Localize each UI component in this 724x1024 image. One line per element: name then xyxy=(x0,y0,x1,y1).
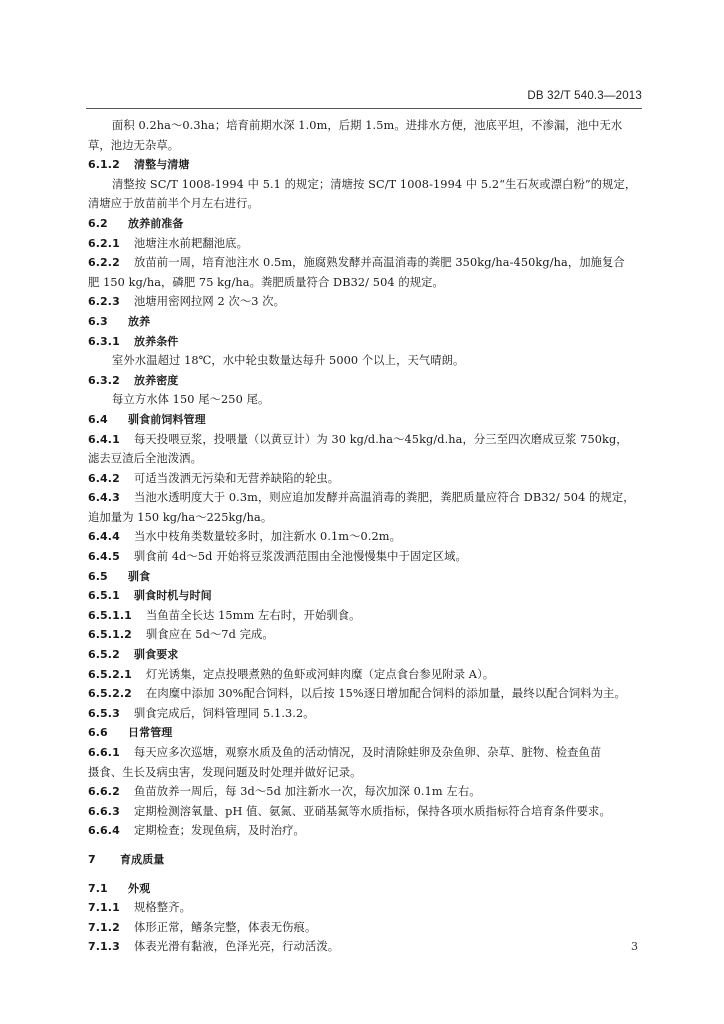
clause-title: 驯食时机与时间 xyxy=(134,589,212,603)
section-heading xyxy=(88,567,662,587)
clause-heading xyxy=(88,155,662,175)
body-line: 摄食、生长及病虫害，发现问题及时处理并做好记录。 xyxy=(88,765,362,779)
clause-text: 当鱼苗全长达 15mm 左右时，开始驯食。 xyxy=(146,608,361,622)
section-heading xyxy=(88,410,662,430)
clause-text: 池塘注水前耙翻池底。 xyxy=(134,236,248,250)
clause-text: 定期检测溶氧量、pH 值、氨氮、亚硝基氮等水质指标，保持各项水质指标符合培育条件要求。 xyxy=(134,804,611,818)
clause-text: 可适当泼洒无污染和无营养缺陷的轮虫。 xyxy=(134,471,340,485)
clause xyxy=(88,253,662,273)
clause-number: 6.2.2 xyxy=(88,256,120,270)
section-heading xyxy=(88,214,662,234)
clause-number: 6.4.3 xyxy=(88,491,120,505)
clause-heading xyxy=(88,332,662,352)
clause-number: 6.4.4 xyxy=(88,530,120,544)
clause-number: 6.2.1 xyxy=(88,236,120,250)
clause-text: 放苗前一周，培育池注水 0.5m，施腐熟发酵并高温消毒的粪肥 350kg/ha-450kg/ha，加施复合 xyxy=(134,256,625,270)
clause-number: 6.5.3 xyxy=(88,706,120,720)
section-number: 7.1 xyxy=(88,881,108,895)
section-title: 驯食前饲料管理 xyxy=(128,412,206,426)
clause-number: 6.5.1.1 xyxy=(88,608,132,622)
clause-text: 当水中枝角类数量较多时，加注新水 0.1m～0.2m。 xyxy=(134,530,401,544)
clause-text: 鱼苗放养一周后，每 3d～5d 加注新水一次，每次加深 0.1m 左右。 xyxy=(134,785,481,799)
clause-text: 规格整齐。 xyxy=(134,901,191,915)
clause-number: 6.6.3 xyxy=(88,804,120,818)
clause-number: 6.2.3 xyxy=(88,295,120,309)
clause-number: 6.4.5 xyxy=(88,550,120,564)
section-title: 日常管理 xyxy=(128,726,173,740)
clause xyxy=(88,527,662,547)
section-title: 放养前准备 xyxy=(128,216,184,230)
clause-number: 6.3.2 xyxy=(88,373,120,387)
body-line: 肥 150 kg/ha，磷肥 75 kg/ha。粪肥质量符合 DB32/ 504 的规定。 xyxy=(88,275,444,289)
clause xyxy=(88,292,662,312)
clause-number: 6.5.1 xyxy=(88,589,120,603)
clause-text: 驯食前 4d～5d 开始将豆浆泼洒范围由全池慢慢集中于固定区域。 xyxy=(134,550,467,564)
clause-number: 7.1.1 xyxy=(88,901,120,915)
body-line: 面积 0.2ha～0.3ha；培育前期水深 1.0m，后期 1.5m。进排水方便，池底平坦，不渗漏，池中无水 xyxy=(112,119,623,132)
clause-text: 在肉糜中添加 30%配合饲料，以后按 15%逐日增加配合饲料的添加量，最终以配合饲料为主。 xyxy=(146,687,626,701)
clause-number: 6.4.1 xyxy=(88,432,120,446)
section-heading xyxy=(88,312,662,332)
clause xyxy=(88,684,662,704)
section-number: 6.4 xyxy=(88,412,108,426)
chapter-number: 7 xyxy=(88,852,96,866)
section-title: 外观 xyxy=(128,881,151,895)
clause-text: 池塘用密网拉网 2 次～3 次。 xyxy=(134,295,286,309)
clause-number: 6.5.2 xyxy=(88,648,120,662)
clause-number: 7.1.2 xyxy=(88,920,120,934)
clause-title: 放养密度 xyxy=(134,373,179,387)
body-line: 室外水温超过 18℃，水中轮虫数量达每升 5000 个以上，天气晴朗。 xyxy=(112,354,465,368)
body-line: 清整按 SC/T 1008-1994 中 5.1 的规定；清塘按 SC/T 1008-1994 中 5.2“生石灰或漂白粉”的规定， xyxy=(112,177,637,191)
clause-text: 当池水透明度大于 0.3m，则应追加发酵并高温消毒的粪肥，粪肥质量应符合 DB32/ 504 的规定， xyxy=(134,491,635,505)
clause xyxy=(88,821,662,841)
clause-text: 体形正常，鳍条完整，体表无伤痕。 xyxy=(134,920,317,934)
header-rule xyxy=(86,108,642,109)
section-heading xyxy=(88,723,662,743)
section-title: 放养 xyxy=(128,314,151,328)
body-line: 每立方水体 150 尾～250 尾。 xyxy=(112,393,270,407)
clause xyxy=(88,704,662,724)
clause-number: 6.1.2 xyxy=(88,158,120,172)
clause xyxy=(88,918,662,938)
clause-number: 6.6.2 xyxy=(88,785,120,799)
clause-text: 每天投喂豆浆，投喂量（以黄豆计）为 30 kg/d.ha～45kg/d.ha，分三至四次磨成豆浆 750kg， xyxy=(134,432,628,446)
document-code: DB 32/T 540.3—2013 xyxy=(527,90,642,102)
section-number: 6.6 xyxy=(88,726,108,740)
chapter-heading xyxy=(88,850,662,870)
clause xyxy=(88,430,662,450)
body-line: 清塘应于放苗前半个月左右进行。 xyxy=(88,197,259,211)
clause xyxy=(88,625,662,645)
clause xyxy=(88,547,662,567)
clause-text: 体表光滑有黏液，色泽光亮，行动活泼。 xyxy=(134,940,340,954)
clause-text: 灯光诱集，定点投喂煮熟的鱼虾或河蚌肉糜（定点食台参见附录 A）。 xyxy=(146,667,495,681)
section-number: 6.5 xyxy=(88,569,108,583)
section-number: 6.3 xyxy=(88,314,108,328)
clause xyxy=(88,469,662,489)
clause-text: 驯食应在 5d～7d 完成。 xyxy=(146,628,274,642)
clause-number: 6.3.1 xyxy=(88,334,120,348)
body-line: 草，池边无杂草。 xyxy=(88,138,180,152)
clause-number: 6.5.2.1 xyxy=(88,667,132,681)
section-title: 驯食 xyxy=(128,569,151,583)
clause-title: 驯食要求 xyxy=(134,648,179,662)
clause-heading xyxy=(88,645,662,665)
document-body xyxy=(88,116,662,957)
clause-text: 每天应多次巡塘，观察水质及鱼的活动情况，及时清除蛙卵及杂鱼卵、杂草、脏物、检查鱼苗 xyxy=(134,746,602,759)
body-line: 追加量为 150 kg/ha～225kg/ha。 xyxy=(88,510,273,524)
clause xyxy=(88,782,662,802)
clause-heading xyxy=(88,586,662,606)
clause-title: 放养条件 xyxy=(134,334,179,348)
clause-number: 6.6.1 xyxy=(88,746,120,759)
clause-number: 6.4.2 xyxy=(88,471,120,485)
clause xyxy=(88,488,662,508)
page-number: 3 xyxy=(631,940,638,953)
clause-text: 驯食完成后，饲料管理同 5.1.3.2。 xyxy=(134,706,315,720)
section-number: 6.2 xyxy=(88,216,108,230)
clause xyxy=(88,802,662,822)
section-heading xyxy=(88,879,662,899)
clause-number: 6.6.4 xyxy=(88,824,120,838)
clause xyxy=(88,743,662,763)
clause xyxy=(88,898,662,918)
clause-heading xyxy=(88,371,662,391)
clause xyxy=(88,665,662,685)
chapter-title: 育成质量 xyxy=(120,852,165,866)
clause-number: 7.1.3 xyxy=(88,940,120,954)
clause-number: 6.5.1.2 xyxy=(88,628,132,642)
clause xyxy=(88,234,662,254)
clause-number: 6.5.2.2 xyxy=(88,687,132,701)
body-line: 滤去豆渣后全池泼洒。 xyxy=(88,452,202,466)
clause xyxy=(88,606,662,626)
clause-text: 定期检查；发现鱼病，及时治疗。 xyxy=(134,824,305,838)
clause-title: 清整与清塘 xyxy=(134,158,190,172)
clause xyxy=(88,937,662,957)
